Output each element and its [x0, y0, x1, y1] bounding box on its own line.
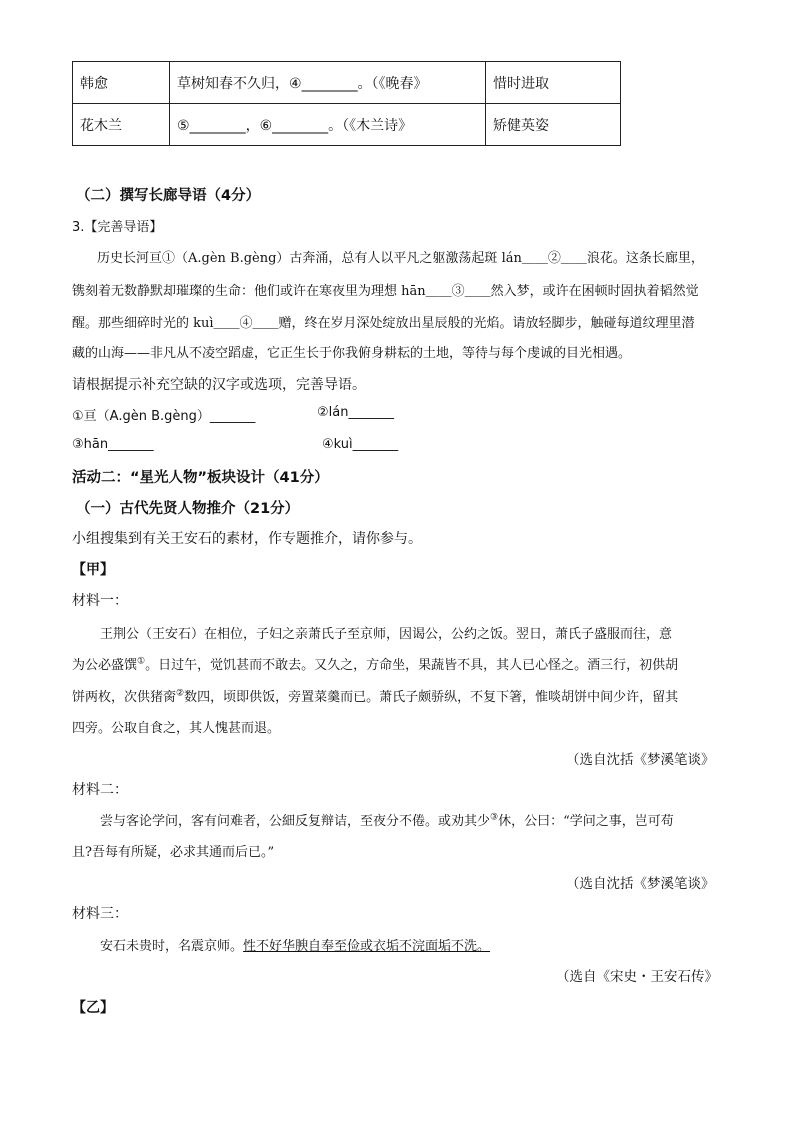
- footnote-marker: ②: [176, 688, 185, 699]
- subsection-heading: （一）古代先贤人物推介（21分）: [76, 501, 300, 517]
- classical-text-line: [100, 935, 490, 954]
- table-row: [73, 104, 621, 146]
- text-segment: 饼两枚，次供猪脔: [72, 690, 177, 705]
- underlined-sentence: 性不好华腴自奉至俭或衣垢不浣面垢不洗。: [243, 939, 491, 954]
- paragraph-line: 历史长河亘①（A.gèn B.gèng）古奔涌，总有人以平凡之躯激荡起斑 lán＿＿②＿＿浪花。这条长廊里，: [97, 251, 704, 266]
- material-label: 材料三：: [72, 906, 128, 922]
- blank-number: ⑥: [259, 117, 273, 134]
- paragraph-line: 藏的山海——非凡从不凌空蹈虚，它正生长于你我俯身耕耘的土地，等待与每个虔诚的目光相遇。: [72, 346, 632, 361]
- blank-number: ⑤: [177, 117, 190, 134]
- classical-text-line: [72, 686, 678, 705]
- footnote-marker: ①: [137, 656, 146, 667]
- text-segment: 为公必盛馔: [72, 658, 138, 673]
- footnote-marker: ③: [490, 812, 499, 823]
- verse-cell: [170, 62, 486, 104]
- source-citation: （选自沈括《梦溪笔谈》: [566, 752, 715, 768]
- instruction-text: 请根据提示补充空缺的汉字或选项，完善导语。: [72, 377, 366, 393]
- text-segment: 休，公曰：“学问之事，岂可苟: [498, 814, 674, 829]
- question-label: 3.【完善导语】: [72, 220, 163, 235]
- table-row: [73, 62, 621, 104]
- answer-blank[interactable]: ________: [301, 75, 358, 92]
- author-cell: 韩愈: [73, 62, 170, 104]
- intro-text: 小组搜集到有关王安石的素材，作专题推介，请你参与。: [72, 531, 422, 547]
- verse-text: ，: [245, 117, 260, 134]
- activity-heading: 活动二：“星光人物”板块设计（41分）: [72, 470, 329, 486]
- section-heading: （二）撰写长廊导语（4分）: [76, 188, 261, 204]
- answer-field-2[interactable]: ②lán_______: [317, 405, 394, 420]
- classical-text-line: 四旁。公取自食之，其人愧甚而退。: [72, 721, 281, 736]
- answer-blank[interactable]: ________: [189, 117, 246, 134]
- answer-field-4[interactable]: ④kuì_______: [322, 437, 399, 452]
- answer-field-1[interactable]: ①亘（A.gèn B.gèng）_______: [72, 409, 256, 424]
- source-citation: （选自沈括《梦溪笔谈》: [566, 876, 715, 892]
- verse-source: 。（《木兰诗》: [328, 117, 413, 134]
- verse-cell: [170, 104, 486, 146]
- spirit-cell: 矫健英姿: [486, 104, 621, 146]
- paragraph-line: 镌刻着无数静默却璀璨的生命：他们或许在寒夜里为理想 hān＿＿③＿＿然入梦，或许在困顿时固执着韬然觉: [72, 284, 699, 299]
- answer-blank[interactable]: ________: [272, 117, 329, 134]
- text-segment: 。日过午，觉饥甚而不敢去。又久之，方命坐，果蔬皆不具，其人已心怪之。酒三行，初供胡: [145, 658, 679, 673]
- material-label: 材料二：: [72, 782, 128, 798]
- material-label: 材料一：: [72, 593, 128, 609]
- part-label-yi: 【乙】: [72, 1000, 114, 1016]
- paragraph-line: 醒。那些细碎时光的 kuì＿＿④＿＿赠，终在岁月深处绽放出星辰般的光焰。请放轻脚步，触碰每道纹理里潜: [72, 316, 695, 331]
- verse-text: 草树知春不久归，: [177, 75, 289, 92]
- text-segment: 尝与客论学问，客有问难者，公細反复辩诘，至夜分不倦。或劝其少: [100, 814, 491, 829]
- text-segment: 数四，顷即供饭，旁置菜羹而已。萧氏子颇骄纵，不复下箸，惟啖胡饼中间少许，留其: [184, 690, 679, 705]
- spirit-cell: 惜时进取: [486, 62, 621, 104]
- blank-number: ④: [289, 75, 302, 92]
- classical-text-line: [72, 654, 678, 673]
- classical-text-line: [100, 810, 674, 829]
- author-cell: 花木兰: [73, 104, 170, 146]
- classical-text-line: 且?吾每有所疑，必求其通而后已。”: [72, 845, 275, 860]
- verse-source: 。（《晚春》: [357, 75, 428, 92]
- part-label-jia: 【甲】: [72, 562, 114, 578]
- classical-text-line: 王荆公（王安石）在相位，子妇之亲萧氏子至京师，因谒公，公约之饭。翌日，萧氏子盛服而往，意: [100, 627, 673, 642]
- source-citation: （选自《宋史・王安石传》: [556, 969, 718, 985]
- answer-field-3[interactable]: ③hān_______: [72, 437, 154, 452]
- poem-table: [72, 61, 621, 146]
- text-segment: 安石未贵时，名震京师。: [100, 939, 244, 954]
